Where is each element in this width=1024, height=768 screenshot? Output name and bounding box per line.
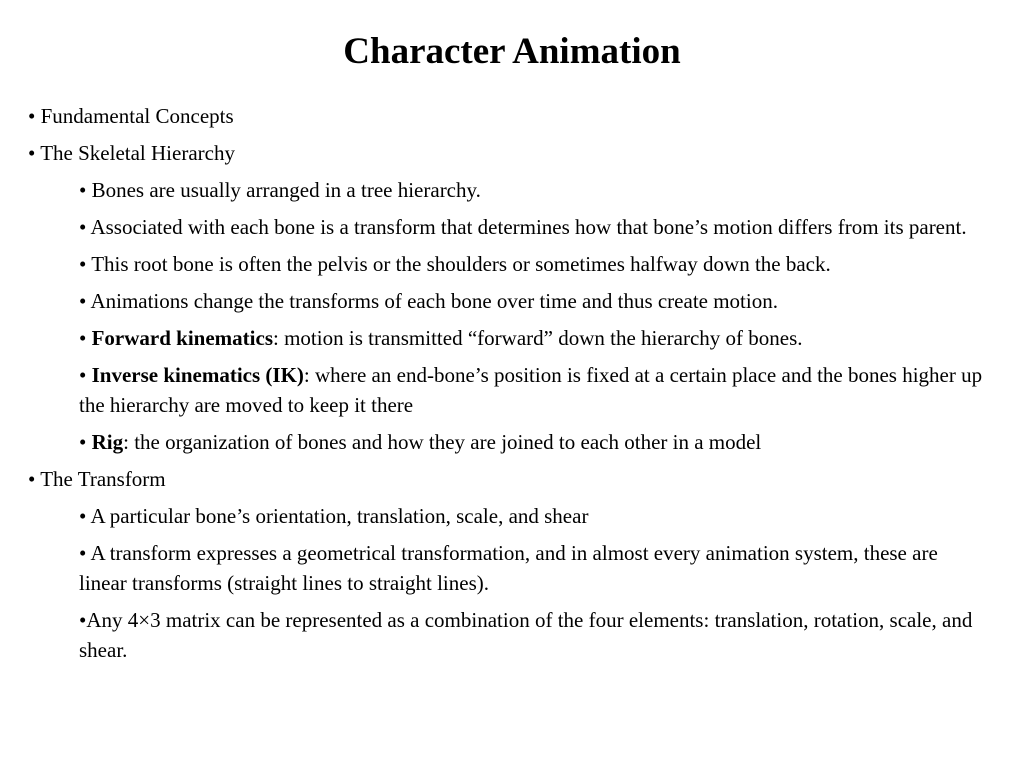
bullet-the-transform: • The Transform [28,467,166,491]
term-rig: Rig [91,430,124,454]
bullet-marker: • [79,430,92,454]
term-inverse-kinematics: Inverse kinematics (IK) [91,363,304,387]
bullet-fundamental-concepts: • Fundamental Concepts [28,104,234,128]
bullet-inverse-kinematics [79,360,988,420]
definition-text: : motion is transmitted “forward” down the hierarchy of bones. [273,326,803,350]
slide-title: Character Animation [343,31,681,72]
bullet-geometrical-transformation: • A transform expresses a geometrical transformation, and in almost every animation system, these are linear transforms (straight lines to straight lines). [79,541,938,595]
bullet-marker: • [79,363,92,387]
bullet-orientation: • A particular bone’s orientation, translation, scale, and shear [79,504,589,528]
definition-text: : where an end-bone’s position is fixed at a certain place and the bones higher up the hierarchy are moved to keep it there [79,363,983,417]
bullet-matrix: •Any 4×3 matrix can be represented as a combination of the four elements: translation, rotation, scale, and shear. [79,608,973,662]
term-forward-kinematics: Forward kinematics [91,326,274,350]
bullet-skeletal-hierarchy: • The Skeletal Hierarchy [28,141,235,165]
bullet-root-bone: • This root bone is often the pelvis or the shoulders or sometimes halfway down the back. [79,252,831,276]
bullet-list [28,101,988,672]
bullet-bone-transform: • Associated with each bone is a transform that determines how that bone’s motion differs from its parent. [79,215,967,239]
bullet-animations: • Animations change the transforms of each bone over time and thus create motion. [79,289,778,313]
bullet-tree-hierarchy: • Bones are usually arranged in a tree hierarchy. [79,178,481,202]
bullet-marker: • [79,326,92,350]
bullet-forward-kinematics [79,323,988,353]
bullet-rig [79,427,988,457]
definition-text: : the organization of bones and how they are joined to each other in a model [123,430,762,454]
